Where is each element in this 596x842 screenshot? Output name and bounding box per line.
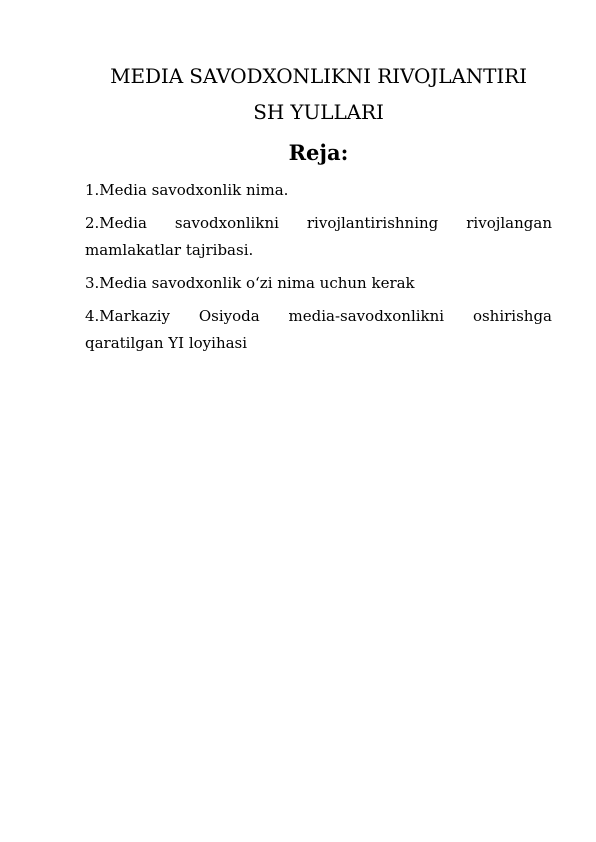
plan-heading: Reja: [288, 140, 349, 165]
plan-list [85, 177, 552, 357]
title-line-2: SH YULLARI [253, 100, 384, 124]
plan-item-1: 1.Media savodxonlik nima. [85, 181, 289, 199]
document-page [85, 58, 552, 363]
document-title [85, 58, 552, 130]
plan-item-3: 3.Media savodxonlik o‘zi nima uchun kerak [85, 274, 415, 292]
plan-item-2: 2.Media savodxonlikni rivojlantirishning rivojlangan mamlakatlar tajribasi. [85, 214, 552, 259]
plan-item-4: 4.Markaziy Osiyoda media-savodxonlikni oshirishga qaratilgan YI loyihasi [85, 307, 552, 352]
title-line-1: MEDIA SAVODXONLIKNI RIVOJLANTIRI [110, 64, 527, 88]
